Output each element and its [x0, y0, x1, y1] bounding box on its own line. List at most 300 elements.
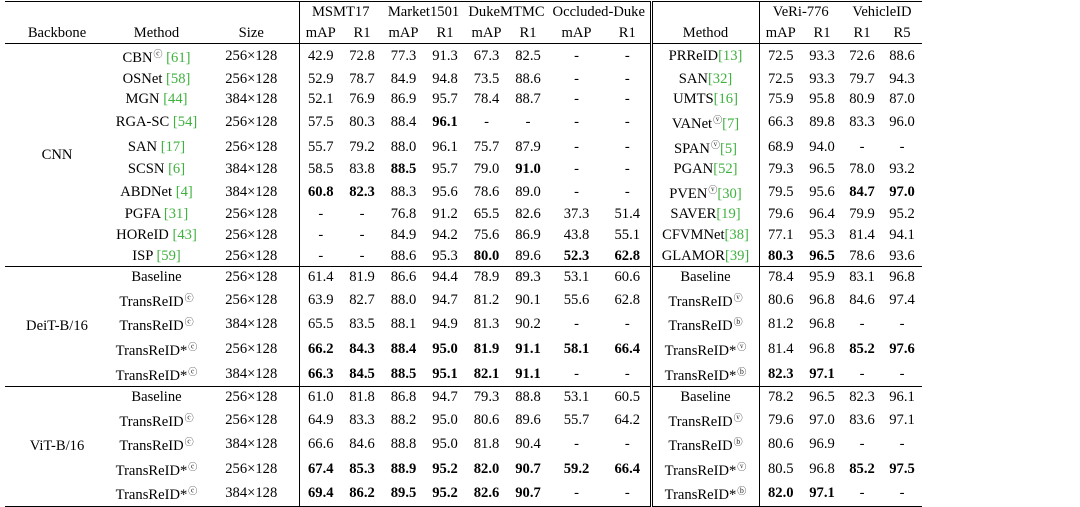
header-spacer — [109, 2, 204, 23]
metric-header: mAP — [548, 23, 605, 44]
value-cell: 86.2 — [342, 481, 382, 506]
vehicle-value-cell: 80.6 — [767, 436, 794, 453]
left-method-name: Baseline — [131, 269, 182, 286]
citation-link[interactable]: [39] — [724, 247, 750, 264]
value-cell: 81.9 — [473, 340, 500, 357]
vehicle-value-cell: 68.9 — [767, 138, 794, 155]
value-cell: - — [548, 481, 605, 506]
dataset-header-occluded-duke: Occluded-Duke — [548, 2, 651, 23]
right-method-name: TransReID* — [664, 487, 737, 504]
table-row — [5, 408, 922, 433]
vehicle-value-cell: 80.5 — [767, 460, 794, 477]
value-cell: 63.9 — [307, 291, 334, 308]
value-cell: - — [299, 246, 342, 267]
vehicle-value-cell: 95.6 — [809, 183, 835, 200]
header-row-datasets — [5, 2, 922, 23]
value-cell: 96.1 — [432, 138, 458, 155]
value-cell: - — [318, 226, 324, 243]
table-row — [5, 362, 922, 387]
left-method-cell — [109, 337, 204, 362]
value-cell: 81.3 — [473, 316, 500, 333]
left-method-cell — [109, 135, 204, 160]
citation-link[interactable]: [32] — [707, 70, 733, 87]
value-cell: 51.4 — [605, 204, 651, 225]
vehicle-value-cell: 97.0 — [809, 411, 835, 428]
right-method-name: TransReID — [668, 438, 733, 455]
setting-mark-icon: ⓑ — [737, 366, 747, 377]
vehicle-value-cell: 81.4 — [767, 340, 794, 357]
citation-link[interactable]: [17] — [160, 138, 186, 155]
value-cell: 64.9 — [307, 411, 334, 428]
value-cell: 95.6 — [432, 183, 458, 200]
metric-header: mAP — [465, 23, 508, 44]
metric-header: R1 — [842, 23, 882, 44]
method-header-right: Method — [651, 23, 759, 44]
value-cell: 53.1 — [563, 269, 590, 286]
left-method-name: TransReID — [119, 293, 184, 310]
value-cell: 95.1 — [425, 362, 465, 387]
vehicle-value-cell: 97.1 — [802, 362, 842, 387]
setting-mark-icon: ⓒ — [188, 461, 198, 472]
results-table — [5, 1, 922, 507]
value-cell: 84.3 — [349, 340, 375, 357]
value-cell: - — [574, 161, 579, 178]
value-cell: 91.3 — [432, 48, 458, 65]
value-cell: 86.9 — [515, 226, 541, 243]
value-cell: 95.7 — [432, 91, 458, 108]
value-cell: 91.1 — [508, 362, 548, 387]
size-cell: 256×128 — [204, 408, 299, 433]
value-cell: 89.0 — [515, 183, 541, 200]
setting-mark-icon: ⓒ — [188, 366, 198, 377]
citation-link[interactable]: [58] — [166, 70, 191, 87]
citation-link[interactable]: [16] — [713, 91, 738, 108]
vehicle-value-cell: 89.8 — [809, 113, 835, 130]
value-cell: 61.0 — [307, 389, 334, 406]
size-cell: 256×128 — [204, 44, 299, 69]
right-method-cell — [651, 337, 759, 362]
vehicle-value-cell: 85.2 — [849, 460, 875, 477]
left-method-cell — [109, 89, 204, 110]
citation-link[interactable]: [19] — [716, 206, 741, 223]
vehicle-value-cell: 78.6 — [842, 246, 882, 267]
value-cell: 94.7 — [432, 389, 458, 406]
right-method-name: TransReID — [668, 293, 733, 310]
backbone-header: Backbone — [5, 23, 109, 44]
setting-mark-icon: ⓥ — [713, 114, 723, 125]
value-cell: 66.2 — [307, 340, 334, 357]
size-header: Size — [204, 23, 299, 44]
table-row — [5, 69, 922, 90]
citation-link[interactable]: [31] — [163, 206, 189, 223]
vehicle-value-cell: 72.6 — [849, 48, 875, 65]
table-row — [5, 288, 922, 313]
value-cell: 72.8 — [349, 48, 375, 65]
value-cell: 82.3 — [349, 183, 375, 200]
right-method-cell — [651, 204, 759, 225]
left-method-name: TransReID* — [115, 462, 188, 479]
value-cell: 55.6 — [563, 291, 590, 308]
metric-header: mAP — [299, 23, 342, 44]
citation-link[interactable]: [59] — [156, 247, 181, 264]
right-method-cell — [651, 288, 759, 313]
value-cell: 88.6 — [382, 246, 425, 267]
value-cell: 95.0 — [432, 340, 458, 357]
vehicle-value-cell: 97.1 — [802, 481, 842, 506]
vehicle-value-cell: 78.2 — [767, 389, 794, 406]
value-cell: 94.7 — [432, 291, 458, 308]
dataset-header-vehicleid: VehicleID — [842, 2, 922, 23]
size-cell: 384×128 — [204, 89, 299, 110]
vehicle-value-cell: 80.3 — [759, 246, 802, 267]
left-method-name: SAN — [127, 138, 158, 155]
vehicle-value-cell: 77.1 — [767, 226, 794, 243]
citation-link[interactable]: [30] — [717, 185, 742, 202]
value-cell: - — [605, 362, 651, 387]
vehicle-value-cell: - — [882, 362, 922, 387]
header-row-metrics — [5, 23, 922, 44]
value-cell: 95.0 — [432, 411, 458, 428]
vehicle-value-cell: 82.3 — [849, 389, 875, 406]
vehicle-value-cell: - — [899, 316, 905, 333]
value-cell: 55.1 — [605, 225, 651, 246]
value-cell: 84.9 — [390, 226, 417, 243]
value-cell: 83.3 — [349, 411, 375, 428]
vehicle-value-cell: 96.5 — [809, 161, 835, 178]
citation-link[interactable]: [5] — [719, 140, 738, 157]
left-method-name: MGN — [125, 91, 160, 108]
size-cell: 256×128 — [204, 204, 299, 225]
value-cell: 78.6 — [473, 183, 500, 200]
value-cell: - — [318, 206, 324, 223]
right-method-cell — [651, 387, 759, 408]
right-method-cell — [651, 110, 759, 135]
size-cell: 256×128 — [204, 267, 299, 288]
value-cell: 88.8 — [515, 389, 541, 406]
vehicle-value-cell: 97.0 — [889, 183, 915, 200]
value-cell: 84.9 — [390, 70, 417, 87]
left-method-name: ABDNet — [120, 183, 173, 200]
vehicle-value-cell: - — [859, 316, 865, 333]
citation-link[interactable]: [13] — [718, 48, 743, 65]
value-cell: 66.4 — [605, 457, 651, 482]
value-cell: - — [574, 91, 579, 108]
value-cell: 78.7 — [349, 70, 375, 87]
value-cell: 89.6 — [508, 246, 548, 267]
table-body — [5, 44, 922, 507]
vehicle-value-cell: 97.1 — [889, 411, 915, 428]
value-cell: 62.8 — [605, 288, 651, 313]
value-cell: - — [605, 89, 651, 110]
vehicle-value-cell: 88.6 — [889, 48, 915, 65]
value-cell: 82.6 — [465, 481, 508, 506]
right-method-cell — [651, 159, 759, 180]
vehicle-value-cell: 72.5 — [767, 70, 794, 87]
value-cell: 81.9 — [349, 269, 375, 286]
setting-mark-icon: ⓥ — [710, 139, 720, 150]
vehicle-value-cell: - — [859, 138, 865, 155]
size-cell: 256×128 — [204, 387, 299, 408]
vehicle-value-cell: - — [899, 138, 905, 155]
vehicle-value-cell: 94.0 — [809, 138, 835, 155]
size-cell: 256×128 — [204, 457, 299, 482]
value-cell: 90.2 — [515, 316, 541, 333]
value-cell: 42.9 — [307, 48, 334, 65]
value-cell: 58.1 — [563, 340, 590, 357]
value-cell: 81.2 — [473, 291, 500, 308]
value-cell: 88.4 — [390, 340, 417, 357]
right-method-name: TransReID* — [664, 462, 737, 479]
value-cell: 69.4 — [299, 481, 342, 506]
right-method-cell — [651, 481, 759, 506]
value-cell: 82.7 — [349, 291, 375, 308]
value-cell: 79.0 — [473, 161, 500, 178]
vehicle-value-cell: 97.6 — [889, 340, 915, 357]
value-cell: 75.6 — [473, 226, 500, 243]
value-cell: 67.3 — [473, 48, 500, 65]
value-cell: - — [605, 481, 651, 506]
left-method-cell — [109, 362, 204, 387]
right-method-name: UMTS — [673, 91, 714, 108]
value-cell: 95.0 — [432, 436, 458, 453]
value-cell: - — [574, 183, 579, 200]
left-method-cell — [109, 267, 204, 288]
right-method-name: CFVMNet — [662, 226, 725, 243]
value-cell: 88.2 — [390, 411, 417, 428]
left-method-name: HOReID — [116, 226, 169, 243]
value-cell: - — [359, 206, 365, 223]
vehicle-value-cell: 79.6 — [767, 411, 794, 428]
vehicle-value-cell: 78.0 — [849, 161, 875, 178]
right-method-cell — [651, 44, 759, 69]
value-cell: - — [605, 69, 651, 90]
value-cell: 80.0 — [465, 246, 508, 267]
value-cell: 52.3 — [548, 246, 605, 267]
table-row — [5, 387, 922, 408]
vehicle-value-cell: 83.3 — [849, 113, 875, 130]
citation-link[interactable]: [52] — [713, 161, 738, 178]
value-cell: 91.0 — [515, 161, 541, 178]
left-method-name: RGA-SC — [115, 113, 170, 130]
value-cell: - — [605, 159, 651, 180]
value-cell: 66.3 — [299, 362, 342, 387]
vehicle-value-cell: 95.2 — [889, 206, 915, 223]
value-cell: 90.7 — [515, 460, 541, 477]
value-cell: - — [342, 246, 382, 267]
value-cell: 95.2 — [432, 460, 458, 477]
value-cell: 79.2 — [349, 138, 375, 155]
vehicle-value-cell: 83.1 — [849, 269, 875, 286]
left-method-name: TransReID* — [115, 342, 188, 359]
size-cell: 384×128 — [204, 362, 299, 387]
value-cell: 89.3 — [515, 269, 541, 286]
left-method-name: TransReID — [119, 318, 184, 335]
left-method-cell — [109, 159, 204, 180]
table-row — [5, 267, 922, 288]
table-row — [5, 312, 922, 337]
left-method-cell — [109, 69, 204, 90]
vehicle-value-cell: 96.8 — [889, 269, 915, 286]
value-cell: 82.1 — [465, 362, 508, 387]
size-cell: 256×128 — [204, 246, 299, 267]
dataset-header-dukemtmc: DukeMTMC — [465, 2, 548, 23]
vehicle-value-cell: 72.5 — [767, 48, 794, 65]
left-method-name: CBN — [122, 50, 153, 67]
value-cell: 88.8 — [390, 436, 417, 453]
value-cell: - — [574, 138, 579, 155]
left-method-cell — [109, 432, 204, 457]
value-cell: 58.5 — [307, 161, 334, 178]
vehicle-value-cell: 95.3 — [809, 226, 835, 243]
right-method-cell — [651, 267, 759, 288]
size-cell: 256×128 — [204, 337, 299, 362]
value-cell: 84.5 — [342, 362, 382, 387]
vehicle-value-cell: 96.4 — [809, 206, 835, 223]
vehicle-value-cell: - — [842, 481, 882, 506]
size-cell: 256×128 — [204, 110, 299, 135]
value-cell: 82.5 — [515, 48, 541, 65]
citation-link[interactable]: [6] — [168, 161, 186, 178]
setting-mark-icon: ⓒ — [153, 49, 163, 60]
value-cell: 52.1 — [307, 91, 334, 108]
size-cell: 256×128 — [204, 135, 299, 160]
left-method-cell — [109, 457, 204, 482]
citation-link[interactable]: [4] — [175, 183, 193, 200]
value-cell: - — [605, 110, 651, 135]
right-method-cell — [651, 457, 759, 482]
right-method-cell — [651, 432, 759, 457]
metric-header: R1 — [802, 23, 842, 44]
vehicle-value-cell: 79.3 — [767, 161, 794, 178]
vehicle-value-cell: 96.8 — [809, 291, 835, 308]
metric-header: R1 — [425, 23, 465, 44]
citation-link[interactable]: [7] — [722, 115, 740, 132]
value-cell: - — [574, 48, 579, 65]
right-method-name: VANet — [671, 115, 713, 132]
citation-link[interactable]: [61] — [166, 50, 191, 67]
vehicle-value-cell: 82.0 — [759, 481, 802, 506]
left-method-name: Baseline — [131, 389, 182, 406]
vehicle-value-cell: 66.3 — [767, 113, 794, 130]
value-cell: - — [548, 362, 605, 387]
value-cell: 88.0 — [390, 291, 417, 308]
value-cell: 88.3 — [390, 183, 417, 200]
value-cell: 65.5 — [473, 206, 500, 223]
table-row — [5, 44, 922, 69]
value-cell: 66.6 — [307, 436, 334, 453]
value-cell: 78.4 — [473, 91, 500, 108]
setting-mark-icon: ⓑ — [733, 437, 743, 448]
setting-mark-icon: ⓒ — [184, 412, 194, 423]
citation-link[interactable]: [38] — [724, 226, 749, 243]
value-cell: 80.6 — [473, 411, 500, 428]
value-cell: 94.8 — [432, 70, 458, 87]
setting-mark-icon: ⓥ — [737, 461, 747, 472]
citation-link[interactable]: [54] — [172, 113, 198, 130]
size-cell: 384×128 — [204, 481, 299, 506]
right-method-cell — [651, 135, 759, 160]
value-cell: 86.8 — [390, 389, 417, 406]
value-cell: 82.6 — [515, 206, 541, 223]
dataset-header-msmt17: MSMT17 — [299, 2, 382, 23]
value-cell: 55.7 — [563, 411, 590, 428]
value-cell: 81.8 — [473, 436, 500, 453]
vehicle-value-cell: 93.2 — [889, 161, 915, 178]
value-cell: 90.1 — [515, 291, 541, 308]
vehicle-value-cell: - — [899, 436, 905, 453]
left-method-name: PGFA — [124, 206, 161, 223]
value-cell: 95.7 — [432, 161, 458, 178]
left-method-name: OSNet — [122, 70, 163, 87]
left-method-name: ISP — [132, 247, 153, 264]
citation-link[interactable]: [43] — [172, 226, 197, 243]
vehicle-value-cell: 83.6 — [849, 411, 875, 428]
right-method-cell — [651, 312, 759, 337]
value-cell: - — [574, 70, 579, 87]
table-row — [5, 89, 922, 110]
value-cell: 88.6 — [515, 70, 541, 87]
vehicle-value-cell: 84.6 — [849, 291, 875, 308]
table-row — [5, 337, 922, 362]
left-method-name: TransReID — [119, 438, 184, 455]
value-cell: 62.8 — [605, 246, 651, 267]
left-method-cell — [109, 44, 204, 69]
left-method-cell — [109, 204, 204, 225]
vehicle-value-cell: 78.4 — [767, 269, 794, 286]
left-method-name: TransReID* — [115, 367, 188, 384]
value-cell: 66.4 — [605, 337, 651, 362]
value-cell: - — [605, 180, 651, 205]
setting-mark-icon: ⓥ — [733, 292, 743, 303]
setting-mark-icon: ⓑ — [737, 486, 747, 497]
size-cell: 384×128 — [204, 312, 299, 337]
value-cell: 85.3 — [349, 460, 375, 477]
value-cell: 80.3 — [349, 113, 375, 130]
value-cell: 88.5 — [390, 161, 417, 178]
left-method-cell — [109, 180, 204, 205]
value-cell: 82.0 — [473, 460, 500, 477]
vehicle-value-cell: 75.9 — [767, 91, 794, 108]
vehicle-value-cell: 81.2 — [767, 316, 794, 333]
right-method-cell — [651, 69, 759, 90]
setting-mark-icon: ⓒ — [188, 341, 198, 352]
value-cell: 52.9 — [307, 70, 334, 87]
right-method-name: SAN — [678, 70, 708, 87]
table-row — [5, 246, 922, 267]
vehicle-value-cell: 93.6 — [882, 246, 922, 267]
vehicle-value-cell: 96.8 — [809, 340, 835, 357]
vehicle-value-cell: - — [882, 481, 922, 506]
value-cell: - — [605, 432, 651, 457]
value-cell: 73.5 — [473, 70, 500, 87]
citation-link[interactable]: [44] — [163, 91, 188, 108]
vehicle-value-cell: 96.9 — [809, 436, 835, 453]
value-cell: 86.6 — [390, 269, 417, 286]
vehicle-value-cell: 97.5 — [889, 460, 915, 477]
vehicle-value-cell: 96.8 — [809, 460, 835, 477]
value-cell: 91.1 — [515, 340, 541, 357]
value-cell: 88.0 — [390, 138, 417, 155]
table-row — [5, 110, 922, 135]
setting-mark-icon: ⓑ — [733, 317, 743, 328]
right-method-name: PGAN — [673, 161, 714, 178]
left-method-name: TransReID — [119, 413, 184, 430]
value-cell: 88.9 — [390, 460, 417, 477]
value-cell: 78.9 — [473, 269, 500, 286]
vehicle-value-cell: 85.2 — [849, 340, 875, 357]
value-cell: 88.5 — [382, 362, 425, 387]
left-method-cell — [109, 288, 204, 313]
